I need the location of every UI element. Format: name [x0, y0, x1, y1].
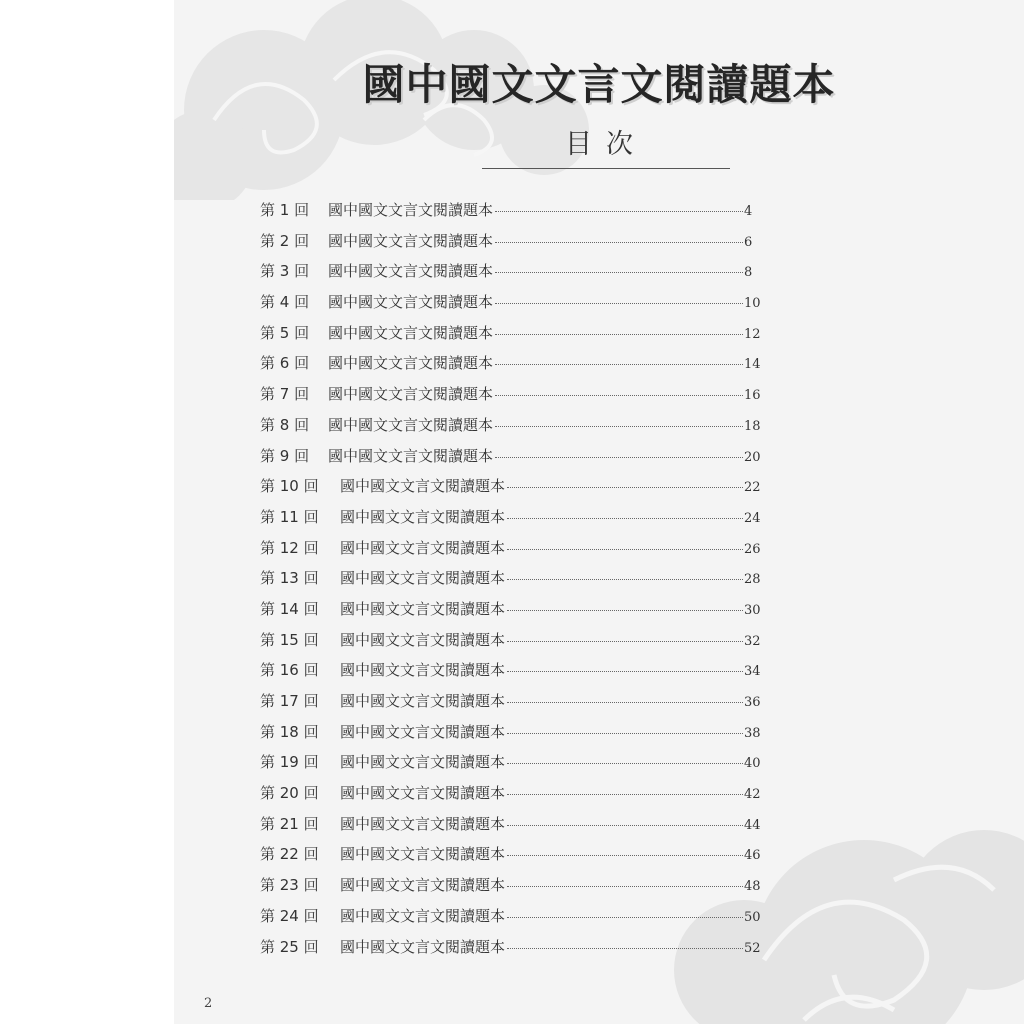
entry-title: 國中國文文言文閱讀題本 [340, 538, 506, 557]
page-number: 30 [744, 602, 761, 618]
dot-leader [495, 211, 743, 212]
round-label: 第 13 回 [260, 569, 319, 588]
dot-leader [495, 272, 743, 273]
round-label: 第 25 回 [260, 937, 319, 956]
entry-title: 國中國文文言文閱讀題本 [340, 477, 506, 496]
entry-title: 國中國文文言文閱讀題本 [340, 753, 506, 772]
page-number: 4 [744, 204, 753, 219]
toc-entry[interactable] [260, 472, 760, 503]
entry-title: 國中國文文言文閱讀題本 [340, 937, 506, 956]
dot-leader [507, 487, 743, 488]
page-number: 6 [744, 234, 753, 250]
round-label: 第 5 回 [260, 323, 310, 342]
toc-entry[interactable] [260, 840, 760, 871]
page-number: 46 [744, 848, 761, 864]
round-label: 第 1 回 [260, 201, 310, 219]
page-number: 14 [744, 357, 761, 373]
dot-leader [507, 948, 743, 949]
round-label: 第 23 回 [260, 876, 319, 895]
page-number: 42 [744, 787, 761, 803]
page-number: 16 [744, 388, 761, 404]
dot-leader [507, 579, 743, 580]
entry-title: 國中國文文言文閱讀題本 [328, 385, 494, 404]
toc-entry[interactable] [260, 687, 760, 718]
entry-title: 國中國文文言文閱讀題本 [328, 415, 494, 434]
toc-entry[interactable] [260, 595, 760, 626]
page-title: 國中國文文言文閱讀題本 [362, 60, 836, 109]
round-label: 第 2 回 [260, 231, 310, 250]
round-label: 第 3 回 [260, 262, 310, 281]
round-label: 第 18 回 [260, 722, 319, 741]
dot-leader [507, 702, 743, 703]
dot-leader [507, 886, 743, 887]
toc-entry[interactable] [260, 411, 760, 442]
entry-title: 國中國文文言文閱讀題本 [328, 354, 494, 373]
toc-entry[interactable] [260, 656, 760, 687]
entry-title: 國中國文文言文閱讀題本 [340, 569, 506, 588]
document-page [174, 0, 1024, 1024]
round-label: 第 15 回 [260, 630, 319, 649]
toc-entry[interactable] [260, 902, 760, 933]
dot-leader [507, 855, 743, 856]
page-number: 50 [744, 909, 761, 925]
dot-leader [495, 303, 743, 304]
toc-entry[interactable] [260, 288, 760, 319]
toc-entry[interactable] [260, 626, 760, 657]
toc-entry[interactable] [260, 257, 760, 288]
entry-title: 國中國文文言文閱讀題本 [340, 814, 506, 833]
toc-entry[interactable] [260, 810, 760, 841]
entry-title: 國中國文文言文閱讀題本 [328, 323, 494, 342]
dot-leader [507, 610, 743, 611]
entry-title: 國中國文文言文閱讀題本 [340, 845, 506, 864]
table-of-contents [260, 196, 760, 963]
dot-leader [507, 641, 743, 642]
page-folio: 2 [204, 996, 213, 1011]
round-label: 第 21 回 [260, 814, 319, 833]
page-number: 38 [744, 725, 761, 741]
toc-entry[interactable] [260, 196, 760, 227]
dot-leader [507, 549, 743, 550]
page-number: 48 [744, 879, 761, 895]
page-number: 34 [744, 664, 761, 680]
round-label: 第 7 回 [260, 385, 310, 404]
page-number: 40 [744, 756, 761, 772]
section-heading: 目次 [565, 129, 647, 160]
dot-leader [507, 794, 743, 795]
entry-title: 國中國文文言文閱讀題本 [328, 446, 494, 465]
page-number: 28 [744, 572, 761, 588]
entry-title: 國中國文文言文閱讀題本 [340, 692, 506, 710]
page-number: 32 [744, 633, 761, 649]
round-label: 第 6 回 [260, 354, 310, 373]
page-number: 10 [744, 296, 761, 312]
dot-leader [495, 457, 743, 458]
entry-title: 國中國文文言文閱讀題本 [340, 906, 506, 925]
toc-entry[interactable] [260, 564, 760, 595]
dot-leader [495, 395, 743, 396]
entry-title: 國中國文文言文閱讀題本 [328, 293, 494, 312]
toc-entry[interactable] [260, 534, 760, 565]
toc-entry[interactable] [260, 871, 760, 902]
page-number: 12 [744, 326, 761, 342]
dot-leader [495, 364, 743, 365]
dot-leader [507, 763, 743, 764]
toc-entry[interactable] [260, 380, 760, 411]
round-label: 第 8 回 [260, 415, 310, 434]
round-label: 第 16 回 [260, 661, 319, 680]
round-label: 第 14 回 [260, 599, 319, 618]
dot-leader [495, 426, 743, 427]
page-number: 44 [744, 817, 761, 833]
entry-title: 國中國文文言文閱讀題本 [328, 262, 494, 281]
dot-leader [495, 334, 743, 335]
dot-leader [507, 917, 743, 918]
toc-entry[interactable] [260, 718, 760, 749]
dot-leader [507, 825, 743, 826]
entry-title: 國中國文文言文閱讀題本 [328, 231, 494, 250]
toc-entry[interactable] [260, 779, 760, 810]
toc-entry[interactable] [260, 349, 760, 380]
round-label: 第 9 回 [260, 446, 310, 465]
page-number: 52 [744, 940, 761, 956]
entry-title: 國中國文文言文閱讀題本 [340, 630, 506, 649]
page-number: 22 [744, 480, 761, 496]
round-label: 第 4 回 [260, 293, 310, 312]
toc-entry[interactable] [260, 227, 760, 258]
round-label: 第 24 回 [260, 906, 319, 925]
dot-leader [507, 518, 743, 519]
dot-leader [507, 671, 743, 672]
entry-title: 國中國文文言文閱讀題本 [340, 507, 506, 526]
entry-title: 國中國文文言文閱讀題本 [340, 784, 506, 803]
dot-leader [495, 242, 743, 243]
dot-leader [507, 733, 743, 734]
entry-title: 國中國文文言文閱讀題本 [340, 599, 506, 618]
entry-title: 國中國文文言文閱讀題本 [340, 722, 506, 741]
round-label: 第 19 回 [260, 753, 319, 772]
round-label: 第 20 回 [260, 784, 319, 803]
page-number: 8 [744, 265, 753, 281]
page-number: 18 [744, 418, 761, 434]
round-label: 第 22 回 [260, 845, 319, 864]
round-label: 第 17 回 [260, 692, 319, 710]
entry-title: 國中國文文言文閱讀題本 [328, 201, 494, 219]
toc-entry[interactable] [260, 319, 760, 350]
page-number: 24 [744, 510, 761, 526]
round-label: 第 11 回 [260, 507, 319, 526]
toc-entry[interactable] [260, 748, 760, 779]
page-number: 26 [744, 541, 761, 557]
entry-title: 國中國文文言文閱讀題本 [340, 661, 506, 680]
round-label: 第 12 回 [260, 538, 319, 557]
page-number: 20 [744, 449, 761, 465]
heading-divider [482, 168, 730, 169]
toc-entry[interactable] [260, 442, 760, 473]
round-label: 第 10 回 [260, 477, 319, 496]
page-number: 36 [744, 695, 761, 710]
toc-entry[interactable] [260, 933, 760, 964]
toc-entry[interactable] [260, 503, 760, 534]
entry-title: 國中國文文言文閱讀題本 [340, 876, 506, 895]
